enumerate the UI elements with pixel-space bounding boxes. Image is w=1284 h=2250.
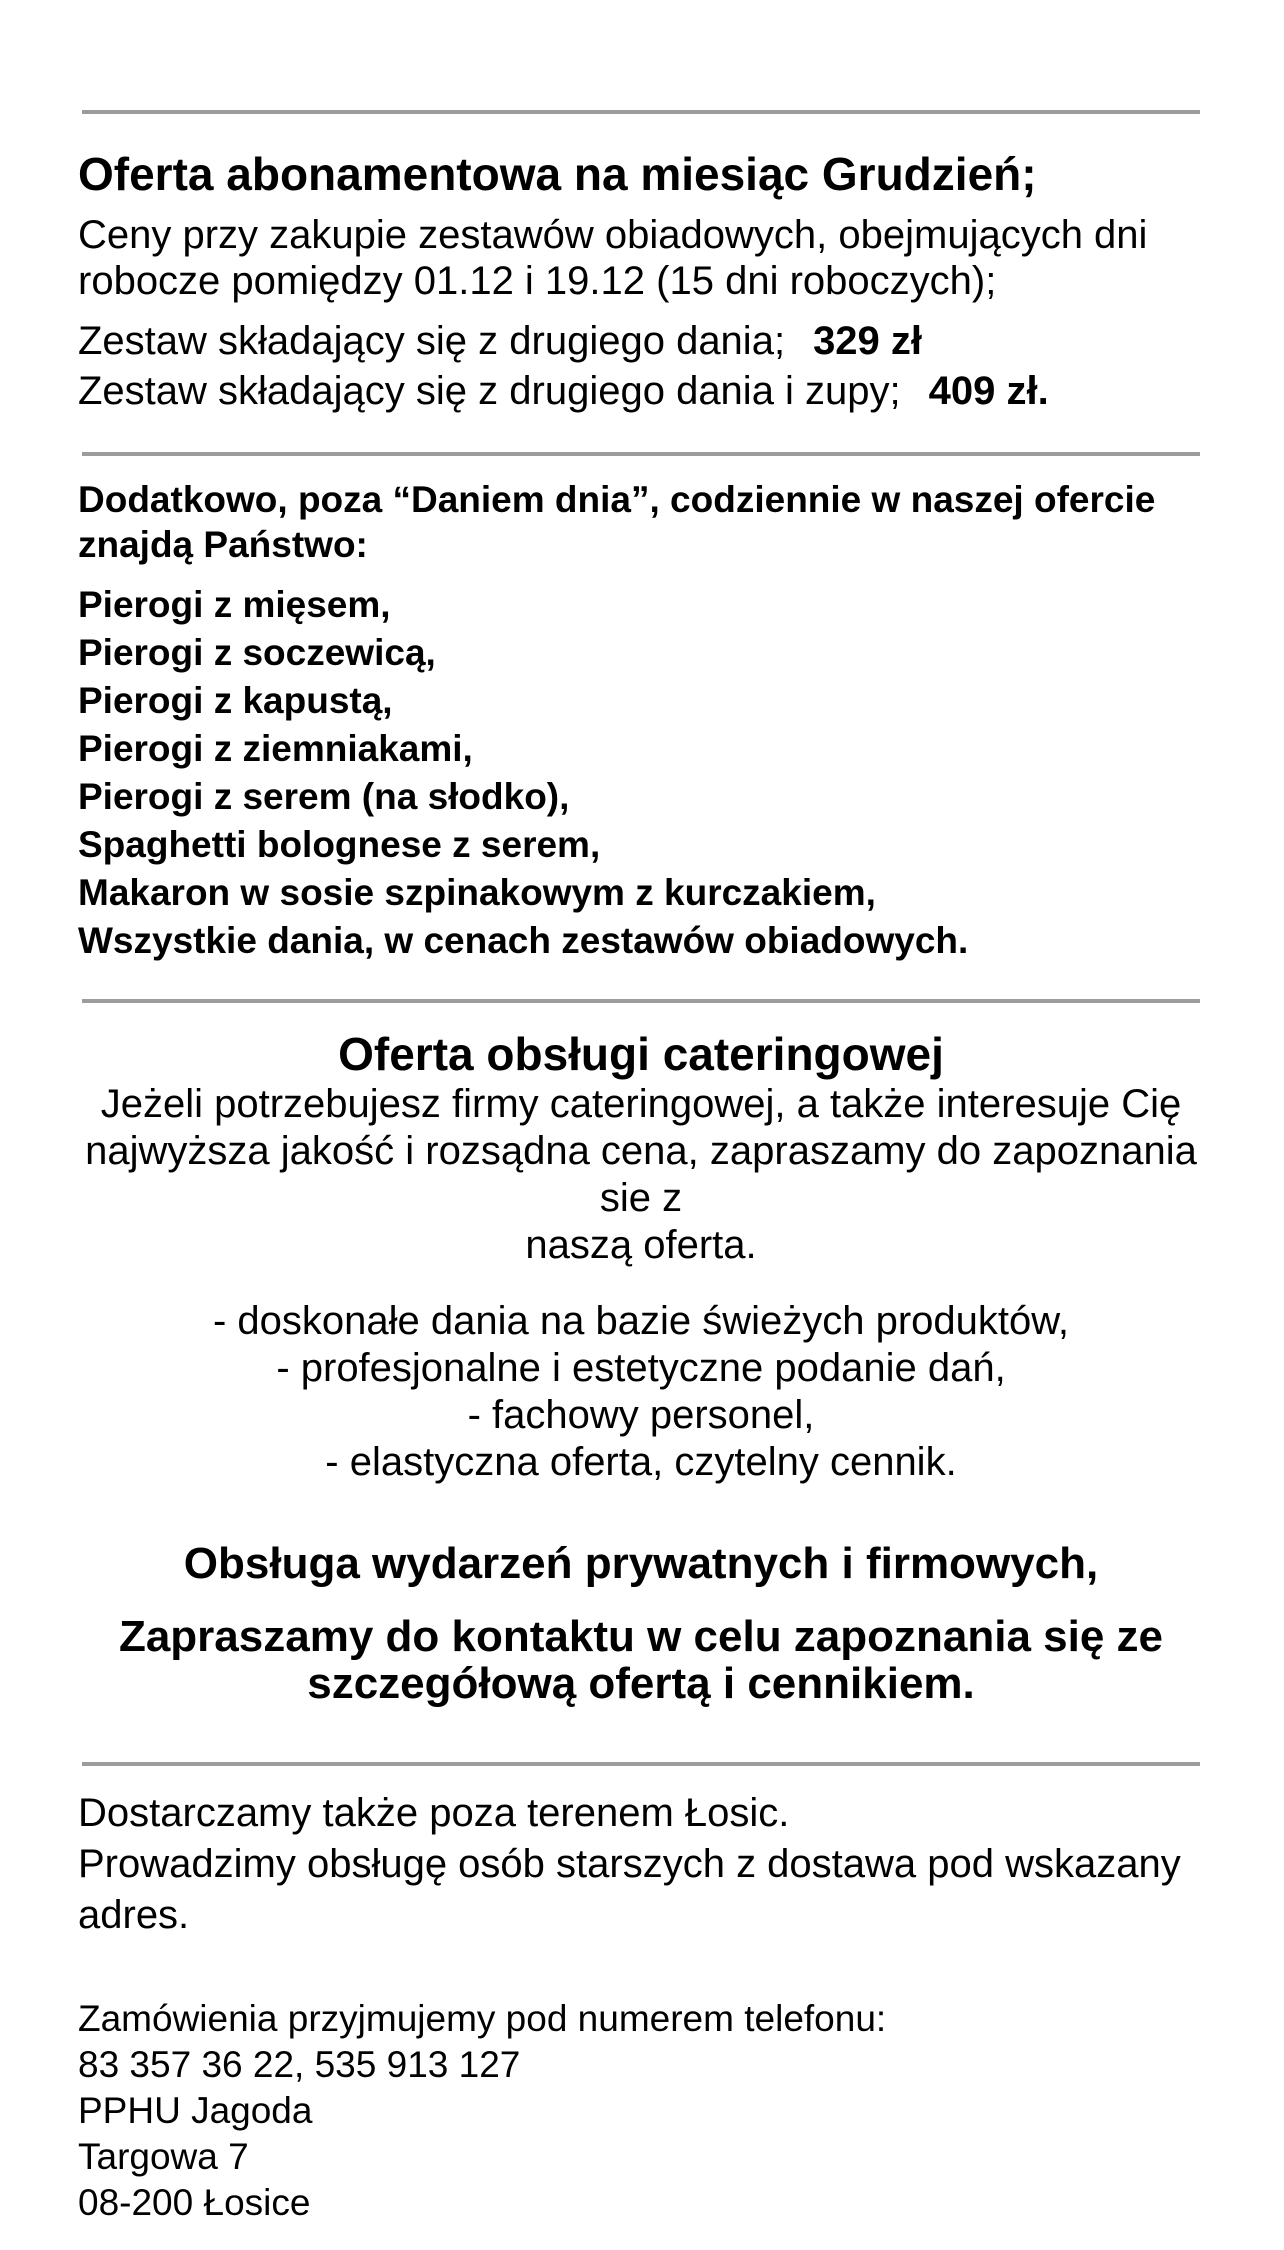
daily-offer-section xyxy=(78,477,1204,965)
section-divider xyxy=(82,452,1200,456)
price-row-label: Zestaw składający się z drugiego dania i zupy; xyxy=(78,369,901,413)
subscription-section xyxy=(78,148,1204,416)
offer-page xyxy=(0,110,1284,2250)
catering-title: Oferta obsługi cateringowej xyxy=(338,1028,944,1080)
top-divider xyxy=(82,110,1200,114)
catering-section xyxy=(78,1028,1204,1707)
catering-features: - doskonałe dania na bazie świeżych produktów, - profesjonalne i estetyczne podanie dań, - fachowy personel, - elastyczna oferta, czytelny cennik. xyxy=(212,1299,1070,1484)
delivery-section xyxy=(78,1788,1204,2226)
daily-offer-items: Pierogi z mięsem, Pierogi z soczewicą, Pierogi z kapustą, Pierogi z ziemniakami, Pierogi z serem (na słodko), Spaghetti bolognese z serem, Makaron w sosie szpinakowym z kurczakiem, Wszystkie dania, w cenach zestawów obiadowych. xyxy=(78,584,969,961)
catering-intro: Jeżeli potrzebujesz firmy cateringowej, a także interesuje Cię najwyższa jakość i rozsądna cena, zapraszamy do zapoznania sie z naszą oferta. xyxy=(85,1082,1197,1267)
price-list xyxy=(78,316,1204,416)
contact-invite-heading: Zapraszamy do kontaktu w celu zapoznania się ze szczegółową ofertą i cennikiem. xyxy=(118,1612,1164,1708)
section-divider xyxy=(82,1762,1200,1766)
subscription-title: Oferta abonamentowa na miesiąc Grudzień; xyxy=(78,148,1037,200)
price-row-value: 409 zł. xyxy=(928,369,1049,413)
price-row-label: Zestaw składający się z drugiego dania; xyxy=(78,319,786,363)
daily-offer-intro: Dodatkowo, poza “Daniem dnia”, codziennie w naszej ofercie znajdą Państwo: xyxy=(78,479,1156,565)
events-heading: Obsługa wydarzeń prywatnych i firmowych, xyxy=(183,1539,1099,1588)
price-row xyxy=(78,316,1204,366)
delivery-info: Dostarczamy także poza terenem Łosic. Prowadzimy obsługę osób starszych z dostawa pod wskazany adres. xyxy=(78,1791,1181,1937)
price-row xyxy=(78,366,1204,416)
subscription-intro: Ceny przy zakupie zestawów obiadowych, obejmujących dni robocze pomiędzy 01.12 i 19.12 (15 dni roboczych); xyxy=(78,213,1148,303)
section-divider xyxy=(82,999,1200,1003)
contact-details: Zamówienia przyjmujemy pod numerem telefonu: 83 357 36 22, 535 913 127 PPHU Jagoda Targowa 7 08-200 Łosice xyxy=(78,1998,887,2223)
price-row-value: 329 zł xyxy=(813,319,923,363)
